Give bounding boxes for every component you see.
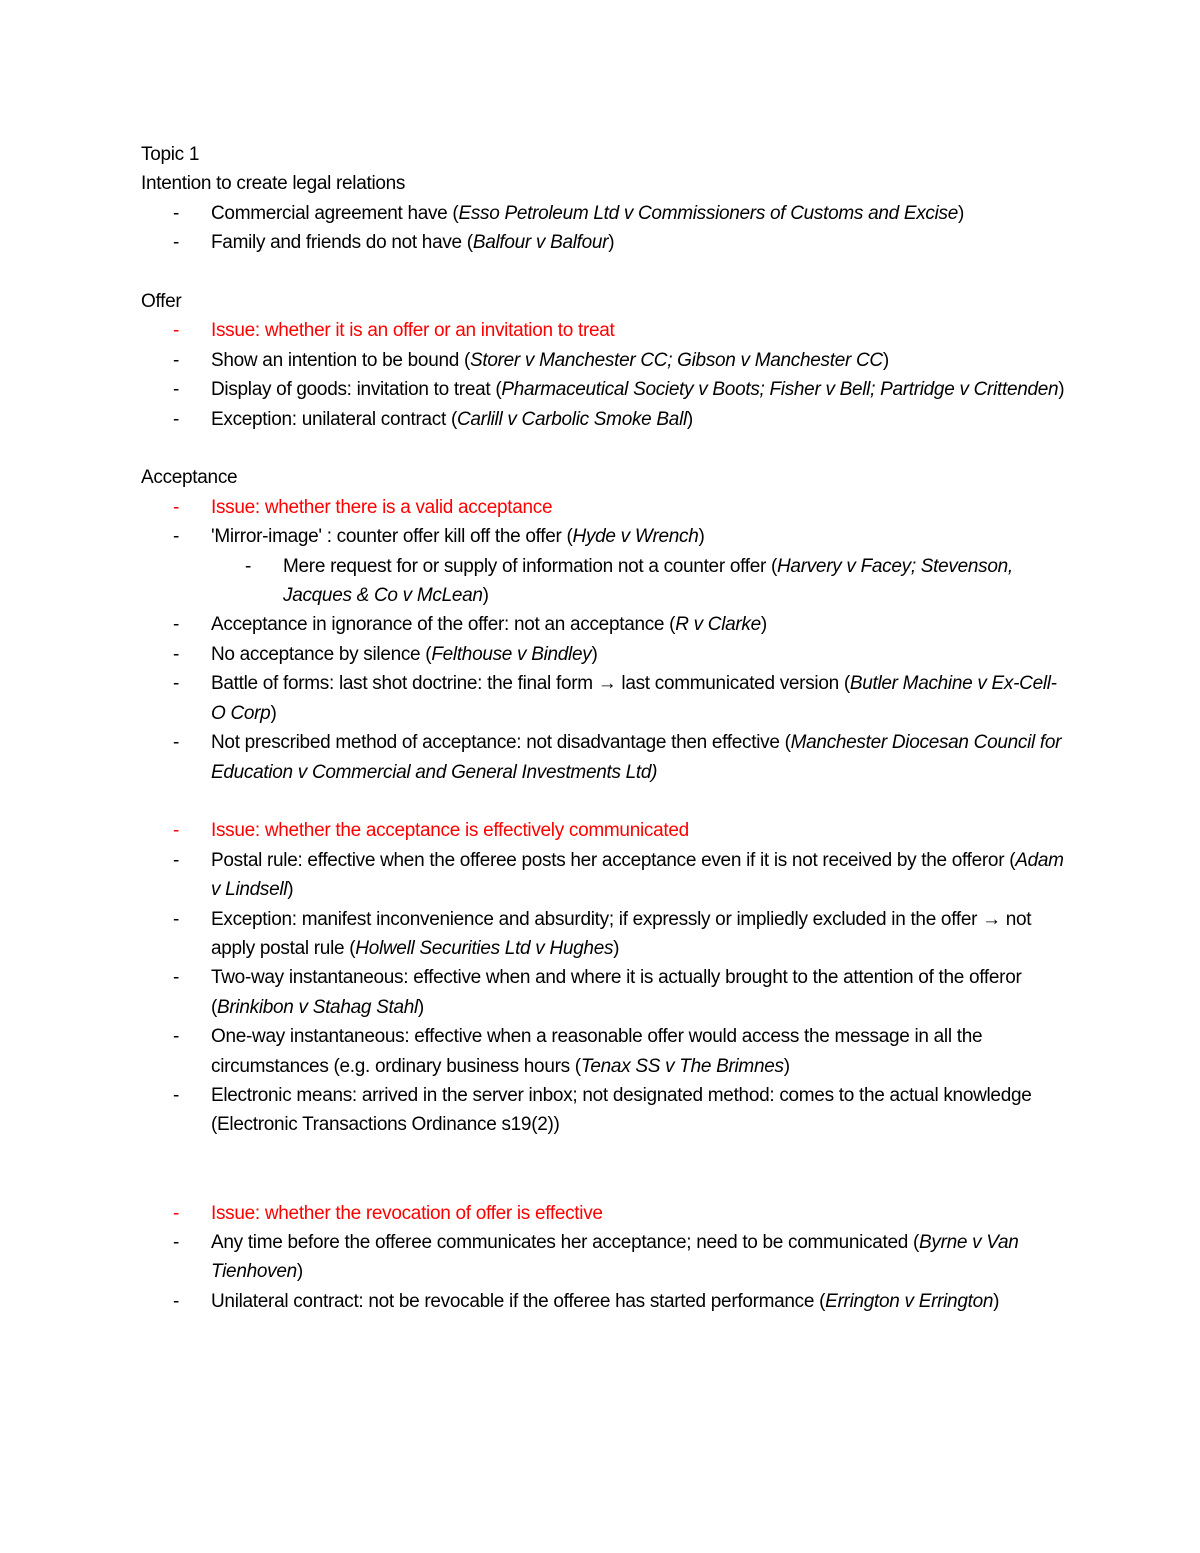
spacer [141,434,1071,463]
case-citation: R v Clarke [675,614,761,636]
case-citation: Carlill v Carbolic Smoke Ball [456,408,687,430]
communication-list [141,816,1071,1139]
list-item: - Exception: manifest inconvenience and absurdity; if expressly or impliedly excluded in the offer → not apply postal rule (Holwell Securities Ltd v Hughes) [141,905,1071,964]
offer-list [141,316,1071,434]
bullet-dash: - [173,1290,180,1312]
intention-list [141,199,1071,258]
bullet-dash: - [173,379,180,401]
list-item: - Display of goods: invitation to treat (Pharmaceutical Society v Boots; Fisher v Bell; Partridge v Crittenden) [141,375,1071,404]
list-item: - Family and friends do not have (Balfour v Balfour) [141,228,1071,257]
sub-list-item: - Mere request for or supply of information not a counter offer (Harvery v Facey; Stevenson, Jacques & Co v McLean) [141,552,1071,611]
bullet-dash: - [173,1084,180,1106]
issue-item: - Issue: whether the revocation of offer is effective [141,1199,1071,1228]
spacer [141,787,1071,816]
case-citation: Holwell Securities Ltd v Hughes [355,937,614,959]
case-citation: Butler Machine v Ex-Cell-O Corp [211,673,1057,724]
bullet-dash: - [173,408,180,430]
bullet-dash: - [173,232,180,254]
bullet-dash: - [173,673,180,695]
bullet-dash: - [173,643,180,665]
list-item: - Any time before the offeree communicates her acceptance; need to be communicated (Byrne v Van Tienhoven) [141,1228,1071,1287]
bullet-dash: - [173,849,180,871]
acceptance-list [141,493,1071,552]
case-citation: Storer v Manchester CC; Gibson v Manchester CC [470,349,883,371]
list-item: - One-way instantaneous: effective when a reasonable offer would access the message in all the circumstances (e.g. ordinary business hours (Tenax SS v The Brimnes) [141,1022,1071,1081]
bullet-dash: - [173,614,180,636]
intention-heading: Intention to create legal relations [141,173,406,195]
bullet-dash: - [173,526,180,548]
bullet-dash: - [173,967,180,989]
acceptance-heading: Acceptance [141,467,238,489]
case-citation: Brinkibon v Stahag Stahl [217,996,418,1018]
list-item: - Not prescribed method of acceptance: not disadvantage then effective (Manchester Diocesan Council for Education v Commercial and General Investments Ltd) [141,728,1071,787]
case-citation: Manchester Diocesan Council for Education v Commercial and General Investments Ltd) [211,732,1062,783]
issue-item: - Issue: whether there is a valid acceptance [141,493,1071,522]
bullet-dash: - [173,820,180,842]
list-item: - Exception: unilateral contract (Carlill v Carbolic Smoke Ball) [141,405,1071,434]
spacer [141,258,1071,287]
offer-heading: Offer [141,291,182,313]
list-item: - Acceptance in ignorance of the offer: not an acceptance (R v Clarke) [141,610,1071,639]
bullet-dash: - [173,1026,180,1048]
issue-item: - Issue: whether the acceptance is effectively communicated [141,816,1071,845]
case-citation: Pharmaceutical Society v Boots; Fisher v Bell; Partridge v Crittenden [501,379,1059,401]
list-item: - Show an intention to be bound (Storer v Manchester CC; Gibson v Manchester CC) [141,346,1071,375]
case-citation: Byrne v Van Tienhoven [211,1231,1019,1283]
bullet-dash: - [173,349,180,371]
case-citation: Harvery v Facey; Stevenson, Jacques & Co v McLean [283,555,1013,607]
revocation-list [141,1199,1071,1317]
case-citation: Felthouse v Bindley [431,643,592,665]
case-citation: Esso Petroleum Ltd v Commissioners of Customs and Excise [458,202,959,224]
case-citation: Adam v Lindsell [211,849,1064,901]
bullet-dash: - [173,320,180,342]
bullet-dash: - [173,202,180,224]
topic-title: Topic 1 [141,144,200,165]
list-item: - Battle of forms: last shot doctrine: the final form → last communicated version (Butler Machine v Ex-Cell-O Corp) [141,669,1071,728]
bullet-dash: - [173,908,180,930]
bullet-dash: - [173,1231,180,1253]
list-item: - Commercial agreement have (Esso Petroleum Ltd v Commissioners of Customs and Excise) [141,199,1071,228]
list-item: - Electronic means: arrived in the server inbox; not designated method: comes to the actual knowledge (Electronic Transactions Ordinance s19(2)) [141,1081,1071,1140]
list-item: - 'Mirror-image' : counter offer kill off the offer (Hyde v Wrench) [141,522,1071,551]
document-content [141,140,1071,1316]
case-citation: Hyde v Wrench [572,526,699,548]
case-citation: Tenax SS v The Brimnes [580,1055,784,1077]
case-citation: Balfour v Balfour [472,232,609,254]
case-citation: Errington v Errington [825,1290,994,1312]
acceptance-sublist [141,552,1071,611]
bullet-dash: - [173,1202,180,1224]
bullet-dash: - [245,555,252,577]
spacer [141,1140,1071,1199]
issue-item: - Issue: whether it is an offer or an invitation to treat [141,316,1071,345]
list-item: - Two-way instantaneous: effective when and where it is actually brought to the attention of the offeror (Brinkibon v Stahag Stahl) [141,963,1071,1022]
bullet-dash: - [173,732,180,754]
list-item: - Postal rule: effective when the offeree posts her acceptance even if it is not received by the offeror (Adam v Lindsell) [141,846,1071,905]
acceptance-list-cont [141,610,1071,786]
bullet-dash: - [173,496,180,518]
list-item: - Unilateral contract: not be revocable if the offeree has started performance (Errington v Errington) [141,1287,1071,1316]
list-item: - No acceptance by silence (Felthouse v Bindley) [141,640,1071,669]
